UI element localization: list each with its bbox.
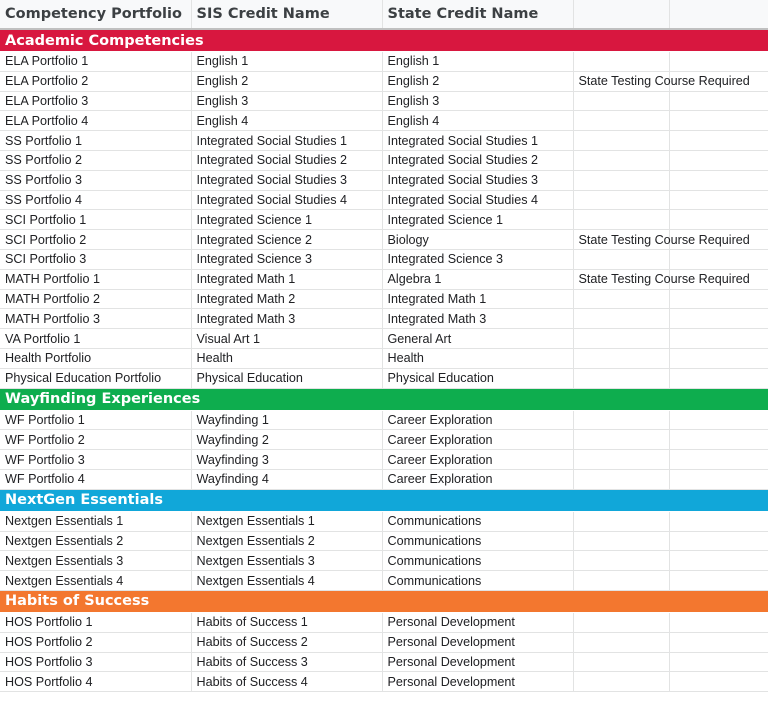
empty-cell[interactable] — [669, 111, 768, 131]
empty-cell[interactable] — [669, 511, 768, 531]
sis-credit-name-cell[interactable]: Habits of Success 1 — [191, 612, 382, 632]
sis-credit-name-cell[interactable]: Wayfinding 3 — [191, 450, 382, 470]
header-competency-portfolio[interactable]: Competency Portfolio — [0, 0, 191, 29]
section-header-row — [0, 29, 768, 52]
section-title-cell[interactable] — [0, 489, 191, 511]
sis-credit-name-cell[interactable]: Integrated Social Studies 2 — [191, 150, 382, 170]
competency-portfolio-cell[interactable]: ELA Portfolio 4 — [0, 111, 191, 131]
competency-portfolio-cell[interactable]: HOS Portfolio 3 — [0, 652, 191, 672]
empty-cell[interactable] — [669, 190, 768, 210]
competency-portfolio-cell[interactable]: WF Portfolio 1 — [0, 410, 191, 430]
section-title: Wayfinding Experiences — [5, 391, 201, 408]
state-credit-name-cell[interactable]: Integrated Social Studies 3 — [382, 170, 573, 190]
empty-cell[interactable] — [669, 571, 768, 591]
note-cell[interactable] — [573, 632, 669, 652]
sis-credit-name-cell[interactable]: Habits of Success 2 — [191, 632, 382, 652]
competency-portfolio-cell[interactable]: Physical Education Portfolio — [0, 368, 191, 388]
sis-credit-name-cell[interactable]: Integrated Math 1 — [191, 269, 382, 289]
sis-credit-name-cell[interactable]: Nextgen Essentials 1 — [191, 511, 382, 531]
empty-cell[interactable] — [669, 469, 768, 489]
sis-credit-name-cell[interactable]: Nextgen Essentials 3 — [191, 551, 382, 571]
note-cell[interactable] — [573, 469, 669, 489]
sis-credit-name-cell[interactable]: Integrated Math 3 — [191, 309, 382, 329]
note-cell[interactable]: State Testing Course Required — [573, 230, 669, 250]
table-row — [0, 511, 768, 531]
competency-portfolio-cell[interactable]: VA Portfolio 1 — [0, 329, 191, 349]
table-row — [0, 170, 768, 190]
table-row — [0, 289, 768, 309]
competency-portfolio-cell[interactable]: WF Portfolio 3 — [0, 450, 191, 470]
note-cell[interactable] — [573, 571, 669, 591]
state-credit-name-cell[interactable]: Integrated Social Studies 2 — [382, 150, 573, 170]
note-cell[interactable] — [573, 111, 669, 131]
table-row — [0, 309, 768, 329]
state-credit-name-cell[interactable]: Personal Development — [382, 632, 573, 652]
table-row — [0, 672, 768, 692]
note-cell[interactable] — [573, 329, 669, 349]
state-credit-name-cell[interactable]: Integrated Social Studies 1 — [382, 131, 573, 151]
note-cell[interactable] — [573, 249, 669, 269]
state-credit-name-cell[interactable]: English 4 — [382, 111, 573, 131]
note-cell[interactable] — [573, 210, 669, 230]
competency-portfolio-cell[interactable]: Nextgen Essentials 1 — [0, 511, 191, 531]
empty-cell[interactable] — [669, 531, 768, 551]
table-row — [0, 612, 768, 632]
section-title: Habits of Success — [5, 593, 150, 610]
note-cell[interactable] — [573, 612, 669, 632]
empty-cell[interactable] — [669, 368, 768, 388]
note-cell[interactable] — [573, 52, 669, 72]
empty-cell[interactable] — [669, 632, 768, 652]
table-row — [0, 71, 768, 91]
table-row — [0, 111, 768, 131]
table-row — [0, 632, 768, 652]
empty-cell[interactable] — [669, 52, 768, 72]
section-fill-cell[interactable] — [191, 29, 382, 52]
competency-portfolio-cell[interactable]: Nextgen Essentials 2 — [0, 531, 191, 551]
sis-credit-name-cell[interactable]: English 4 — [191, 111, 382, 131]
sis-credit-name-cell[interactable]: Integrated Social Studies 1 — [191, 131, 382, 151]
competency-portfolio-cell[interactable]: SCI Portfolio 3 — [0, 249, 191, 269]
note-cell[interactable] — [573, 672, 669, 692]
section-fill-cell[interactable] — [573, 489, 669, 511]
note-cell[interactable] — [573, 531, 669, 551]
state-credit-name-cell[interactable]: Personal Development — [382, 612, 573, 632]
table-row — [0, 348, 768, 368]
sis-credit-name-cell[interactable]: Nextgen Essentials 4 — [191, 571, 382, 591]
empty-cell[interactable] — [669, 91, 768, 111]
state-credit-name-cell[interactable]: Health — [382, 348, 573, 368]
empty-cell[interactable] — [669, 410, 768, 430]
note-cell[interactable] — [573, 170, 669, 190]
sis-credit-name-cell[interactable]: Physical Education — [191, 368, 382, 388]
sis-credit-name-cell[interactable]: Visual Art 1 — [191, 329, 382, 349]
note-cell[interactable] — [573, 91, 669, 111]
table-row — [0, 571, 768, 591]
table-row — [0, 329, 768, 349]
table-row — [0, 469, 768, 489]
note-cell[interactable] — [573, 289, 669, 309]
sis-credit-name-cell[interactable]: Integrated Science 2 — [191, 230, 382, 250]
table-row — [0, 230, 768, 250]
section-fill-cell[interactable] — [669, 29, 768, 52]
empty-cell[interactable] — [669, 348, 768, 368]
section-fill-cell[interactable] — [191, 489, 382, 511]
empty-cell[interactable] — [669, 210, 768, 230]
state-credit-name-cell[interactable]: Personal Development — [382, 652, 573, 672]
table-row — [0, 52, 768, 72]
table-row — [0, 269, 768, 289]
competency-portfolio-cell[interactable]: MATH Portfolio 2 — [0, 289, 191, 309]
empty-cell[interactable] — [669, 450, 768, 470]
table-row — [0, 190, 768, 210]
section-fill-cell[interactable] — [382, 489, 573, 511]
note-cell[interactable] — [573, 368, 669, 388]
competency-portfolio-cell[interactable]: SS Portfolio 4 — [0, 190, 191, 210]
sis-credit-name-cell[interactable]: English 1 — [191, 52, 382, 72]
note-cell[interactable] — [573, 511, 669, 531]
state-credit-name-cell[interactable]: Biology — [382, 230, 573, 250]
competency-portfolio-cell[interactable]: WF Portfolio 2 — [0, 430, 191, 450]
sis-credit-name-cell[interactable]: Integrated Math 2 — [191, 289, 382, 309]
state-credit-name-cell[interactable]: Integrated Social Studies 4 — [382, 190, 573, 210]
sis-credit-name-cell[interactable]: Integrated Science 1 — [191, 210, 382, 230]
competency-portfolio-cell[interactable]: Health Portfolio — [0, 348, 191, 368]
section-fill-cell[interactable] — [382, 388, 573, 410]
competency-portfolio-cell[interactable]: HOS Portfolio 2 — [0, 632, 191, 652]
empty-cell[interactable] — [669, 430, 768, 450]
section-header-row — [0, 388, 768, 410]
sis-credit-name-cell[interactable]: Habits of Success 4 — [191, 672, 382, 692]
section-title-cell[interactable] — [0, 590, 191, 612]
table-row — [0, 652, 768, 672]
header-sis-credit-name[interactable]: SIS Credit Name — [191, 0, 382, 29]
table-row — [0, 368, 768, 388]
note-cell[interactable]: State Testing Course Required — [573, 71, 669, 91]
state-credit-name-cell[interactable]: Career Exploration — [382, 450, 573, 470]
header-row — [0, 0, 768, 29]
header-empty-column[interactable] — [573, 0, 669, 29]
section-title: NextGen Essentials — [5, 492, 163, 509]
note-cell[interactable] — [573, 309, 669, 329]
section-title-cell[interactable] — [0, 388, 201, 410]
note-cell[interactable] — [573, 652, 669, 672]
section-fill-cell[interactable] — [191, 388, 382, 410]
note-cell[interactable] — [573, 150, 669, 170]
section-fill-cell[interactable] — [573, 29, 669, 52]
section-fill-cell[interactable] — [573, 590, 669, 612]
sis-credit-name-cell[interactable]: English 3 — [191, 91, 382, 111]
empty-cell[interactable] — [669, 672, 768, 692]
state-credit-name-cell[interactable]: Personal Development — [382, 672, 573, 692]
table-row — [0, 410, 768, 430]
state-credit-name-cell[interactable]: Communications — [382, 551, 573, 571]
state-credit-name-cell[interactable]: Integrated Math 1 — [382, 289, 573, 309]
state-credit-name-cell[interactable]: Communications — [382, 531, 573, 551]
header-state-credit-name[interactable]: State Credit Name — [382, 0, 573, 29]
table-row — [0, 249, 768, 269]
sis-credit-name-cell[interactable]: Integrated Social Studies 4 — [191, 190, 382, 210]
table-row — [0, 450, 768, 470]
section-fill-cell[interactable] — [382, 29, 573, 52]
header-empty-column[interactable] — [669, 0, 768, 29]
empty-cell[interactable] — [669, 289, 768, 309]
competency-portfolio-cell[interactable]: SCI Portfolio 1 — [0, 210, 191, 230]
competency-portfolio-cell[interactable]: Nextgen Essentials 3 — [0, 551, 191, 571]
table-row — [0, 531, 768, 551]
empty-cell[interactable] — [669, 612, 768, 632]
sis-credit-name-cell[interactable]: Wayfinding 2 — [191, 430, 382, 450]
table-row — [0, 210, 768, 230]
state-credit-name-cell[interactable]: Integrated Science 3 — [382, 249, 573, 269]
sis-credit-name-cell[interactable]: Integrated Science 3 — [191, 249, 382, 269]
competency-portfolio-cell[interactable]: MATH Portfolio 1 — [0, 269, 191, 289]
section-fill-cell[interactable] — [669, 388, 768, 410]
state-credit-name-cell[interactable]: Career Exploration — [382, 410, 573, 430]
empty-cell[interactable] — [669, 249, 768, 269]
section-fill-cell[interactable] — [382, 590, 573, 612]
state-credit-name-cell[interactable]: General Art — [382, 329, 573, 349]
table-row — [0, 551, 768, 571]
empty-cell[interactable] — [669, 309, 768, 329]
sis-credit-name-cell[interactable]: Wayfinding 4 — [191, 469, 382, 489]
section-fill-cell[interactable] — [669, 489, 768, 511]
sis-credit-name-cell[interactable]: Integrated Social Studies 3 — [191, 170, 382, 190]
note-cell[interactable] — [573, 450, 669, 470]
note-cell[interactable]: State Testing Course Required — [573, 269, 669, 289]
state-credit-name-cell[interactable]: Integrated Science 1 — [382, 210, 573, 230]
section-title-cell[interactable] — [0, 29, 204, 52]
table-row — [0, 150, 768, 170]
section-title: Academic Competencies — [5, 32, 204, 49]
table-row — [0, 430, 768, 450]
section-header-row — [0, 489, 768, 511]
note-cell[interactable] — [573, 551, 669, 571]
empty-cell[interactable] — [669, 131, 768, 151]
competency-portfolio-cell[interactable]: SS Portfolio 1 — [0, 131, 191, 151]
competency-portfolio-cell[interactable]: MATH Portfolio 3 — [0, 309, 191, 329]
table-row — [0, 91, 768, 111]
note-cell[interactable] — [573, 131, 669, 151]
state-credit-name-cell[interactable]: Career Exploration — [382, 430, 573, 450]
competency-portfolio-cell[interactable]: HOS Portfolio 1 — [0, 612, 191, 632]
competency-portfolio-cell[interactable]: ELA Portfolio 1 — [0, 52, 191, 72]
note-cell[interactable] — [573, 430, 669, 450]
competency-portfolio-cell[interactable]: ELA Portfolio 3 — [0, 91, 191, 111]
competency-portfolio-cell[interactable]: ELA Portfolio 2 — [0, 71, 191, 91]
sis-credit-name-cell[interactable]: Health — [191, 348, 382, 368]
competency-portfolio-cell[interactable]: SS Portfolio 3 — [0, 170, 191, 190]
sis-credit-name-cell[interactable]: Wayfinding 1 — [191, 410, 382, 430]
note-cell[interactable] — [573, 190, 669, 210]
state-credit-name-cell[interactable]: Physical Education — [382, 368, 573, 388]
sis-credit-name-cell[interactable]: Nextgen Essentials 2 — [191, 531, 382, 551]
empty-cell[interactable] — [669, 170, 768, 190]
state-credit-name-cell[interactable]: English 1 — [382, 52, 573, 72]
section-fill-cell[interactable] — [191, 590, 382, 612]
competency-portfolio-cell[interactable]: Nextgen Essentials 4 — [0, 571, 191, 591]
note-cell[interactable] — [573, 410, 669, 430]
state-credit-name-cell[interactable]: Algebra 1 — [382, 269, 573, 289]
competency-portfolio-cell[interactable]: WF Portfolio 4 — [0, 469, 191, 489]
note-cell[interactable] — [573, 348, 669, 368]
sis-credit-name-cell[interactable]: Habits of Success 3 — [191, 652, 382, 672]
state-credit-name-cell[interactable]: English 3 — [382, 91, 573, 111]
section-header-row — [0, 590, 768, 612]
state-credit-name-cell[interactable]: Integrated Math 3 — [382, 309, 573, 329]
competency-portfolio-cell[interactable]: SS Portfolio 2 — [0, 150, 191, 170]
state-credit-name-cell[interactable]: Communications — [382, 571, 573, 591]
state-credit-name-cell[interactable]: Career Exploration — [382, 469, 573, 489]
empty-cell[interactable] — [669, 150, 768, 170]
table-row — [0, 131, 768, 151]
section-fill-cell[interactable] — [669, 590, 768, 612]
competency-portfolio-cell[interactable]: HOS Portfolio 4 — [0, 672, 191, 692]
empty-cell[interactable] — [669, 551, 768, 571]
empty-cell[interactable] — [669, 329, 768, 349]
state-credit-name-cell[interactable]: English 2 — [382, 71, 573, 91]
empty-cell[interactable] — [669, 652, 768, 672]
sis-credit-name-cell[interactable]: English 2 — [191, 71, 382, 91]
competency-portfolio-cell[interactable]: SCI Portfolio 2 — [0, 230, 191, 250]
section-fill-cell[interactable] — [573, 388, 669, 410]
state-credit-name-cell[interactable]: Communications — [382, 511, 573, 531]
